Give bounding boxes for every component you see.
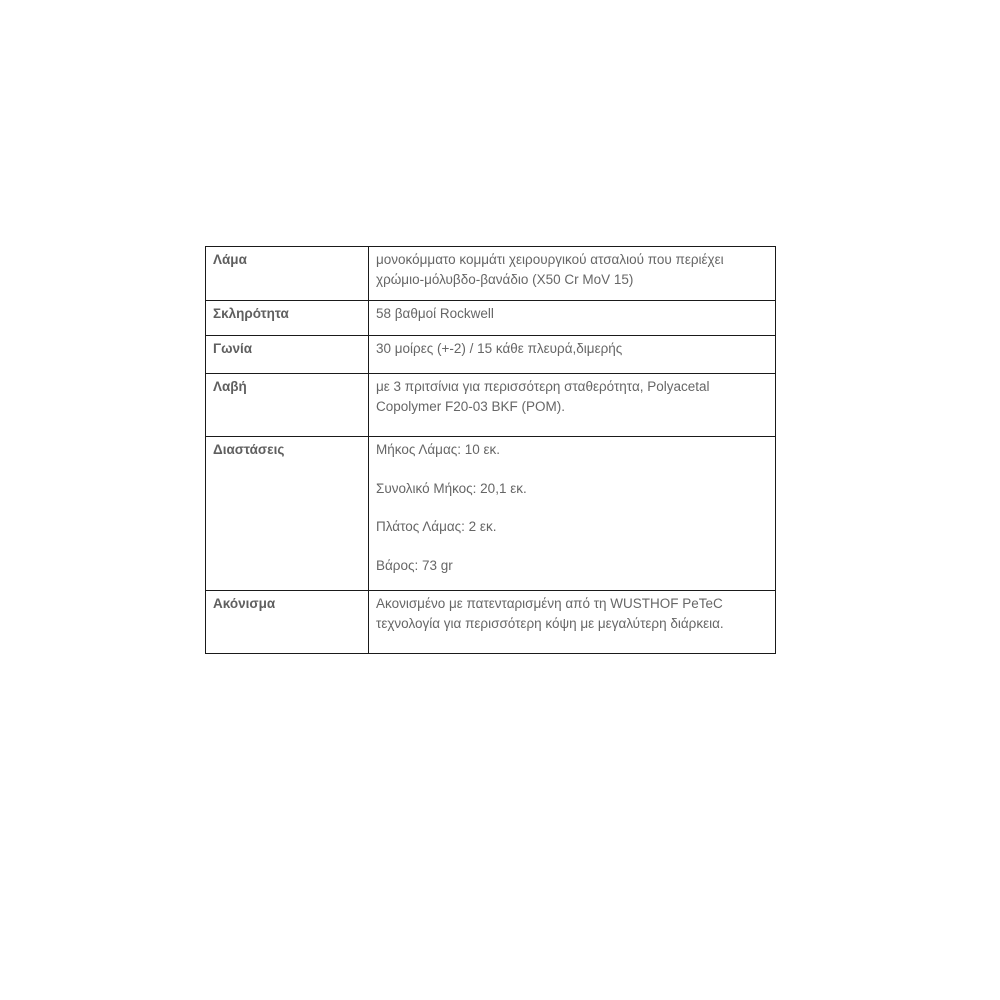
spec-label-handle: Λαβή — [213, 379, 247, 394]
spec-value-line: τεχνολογία για περισσότερη κόψη με μεγαλύτερη διάρκεια. — [376, 616, 724, 631]
spec-value-cell — [369, 301, 776, 336]
spec-value-line: με 3 πριτσίνια για περισσότερη σταθερότητα, Polyacetal — [376, 379, 710, 394]
spec-value-line: Συνολικό Μήκος: 20,1 εκ. — [376, 480, 527, 496]
spec-label-cell — [206, 336, 369, 374]
spec-label-cell — [206, 591, 369, 654]
spec-row-sharpening — [206, 591, 776, 654]
spec-value-line: 30 μοίρες (+-2) / 15 κάθε πλευρά,διμερής — [376, 341, 623, 356]
spec-value-cell — [369, 437, 776, 591]
spec-label-blade: Λάμα — [213, 252, 247, 267]
spec-label-cell — [206, 374, 369, 437]
spec-row-handle — [206, 374, 776, 437]
spec-value-line: Βάρος: 73 gr — [376, 557, 453, 573]
spec-value-line: Μήκος Λάμας: 10 εκ. — [376, 442, 501, 457]
spec-row-dimensions — [206, 437, 776, 591]
spec-row-angle — [206, 336, 776, 374]
spec-label-cell — [206, 301, 369, 336]
spec-label-cell — [206, 437, 369, 591]
spec-value-line: χρώμιο-μόλυβδο-βανάδιο (Χ50 Cr MoV 15) — [376, 272, 634, 287]
spec-value-cell — [369, 374, 776, 437]
spec-row-hardness — [206, 301, 776, 336]
spec-label-cell — [206, 247, 369, 301]
spec-table — [205, 246, 776, 654]
spec-value-cell — [369, 336, 776, 374]
spec-label-hardness: Σκληρότητα — [213, 306, 289, 321]
spec-label-angle: Γωνία — [213, 341, 253, 356]
spec-label-sharpening: Ακόνισμα — [213, 596, 276, 611]
spec-value-line: Πλάτος Λάμας: 2 εκ. — [376, 519, 497, 534]
spec-label-dimensions: Διαστάσεις — [213, 442, 285, 457]
spec-value-cell — [369, 591, 776, 654]
spec-value-cell — [369, 247, 776, 301]
spec-value-line: Copolymer F20-03 BKF (POM). — [376, 399, 566, 414]
spec-value-line: 58 βαθμοί Rockwell — [376, 306, 494, 321]
spec-value-line: μονοκόμματο κομμάτι χειρουργικού ατσαλιού που περιέχει — [376, 252, 724, 267]
spec-row-blade — [206, 247, 776, 301]
spec-value-line: Ακονισμένο με πατενταρισμένη από τη WUSTHOF PeTeC — [376, 596, 723, 611]
